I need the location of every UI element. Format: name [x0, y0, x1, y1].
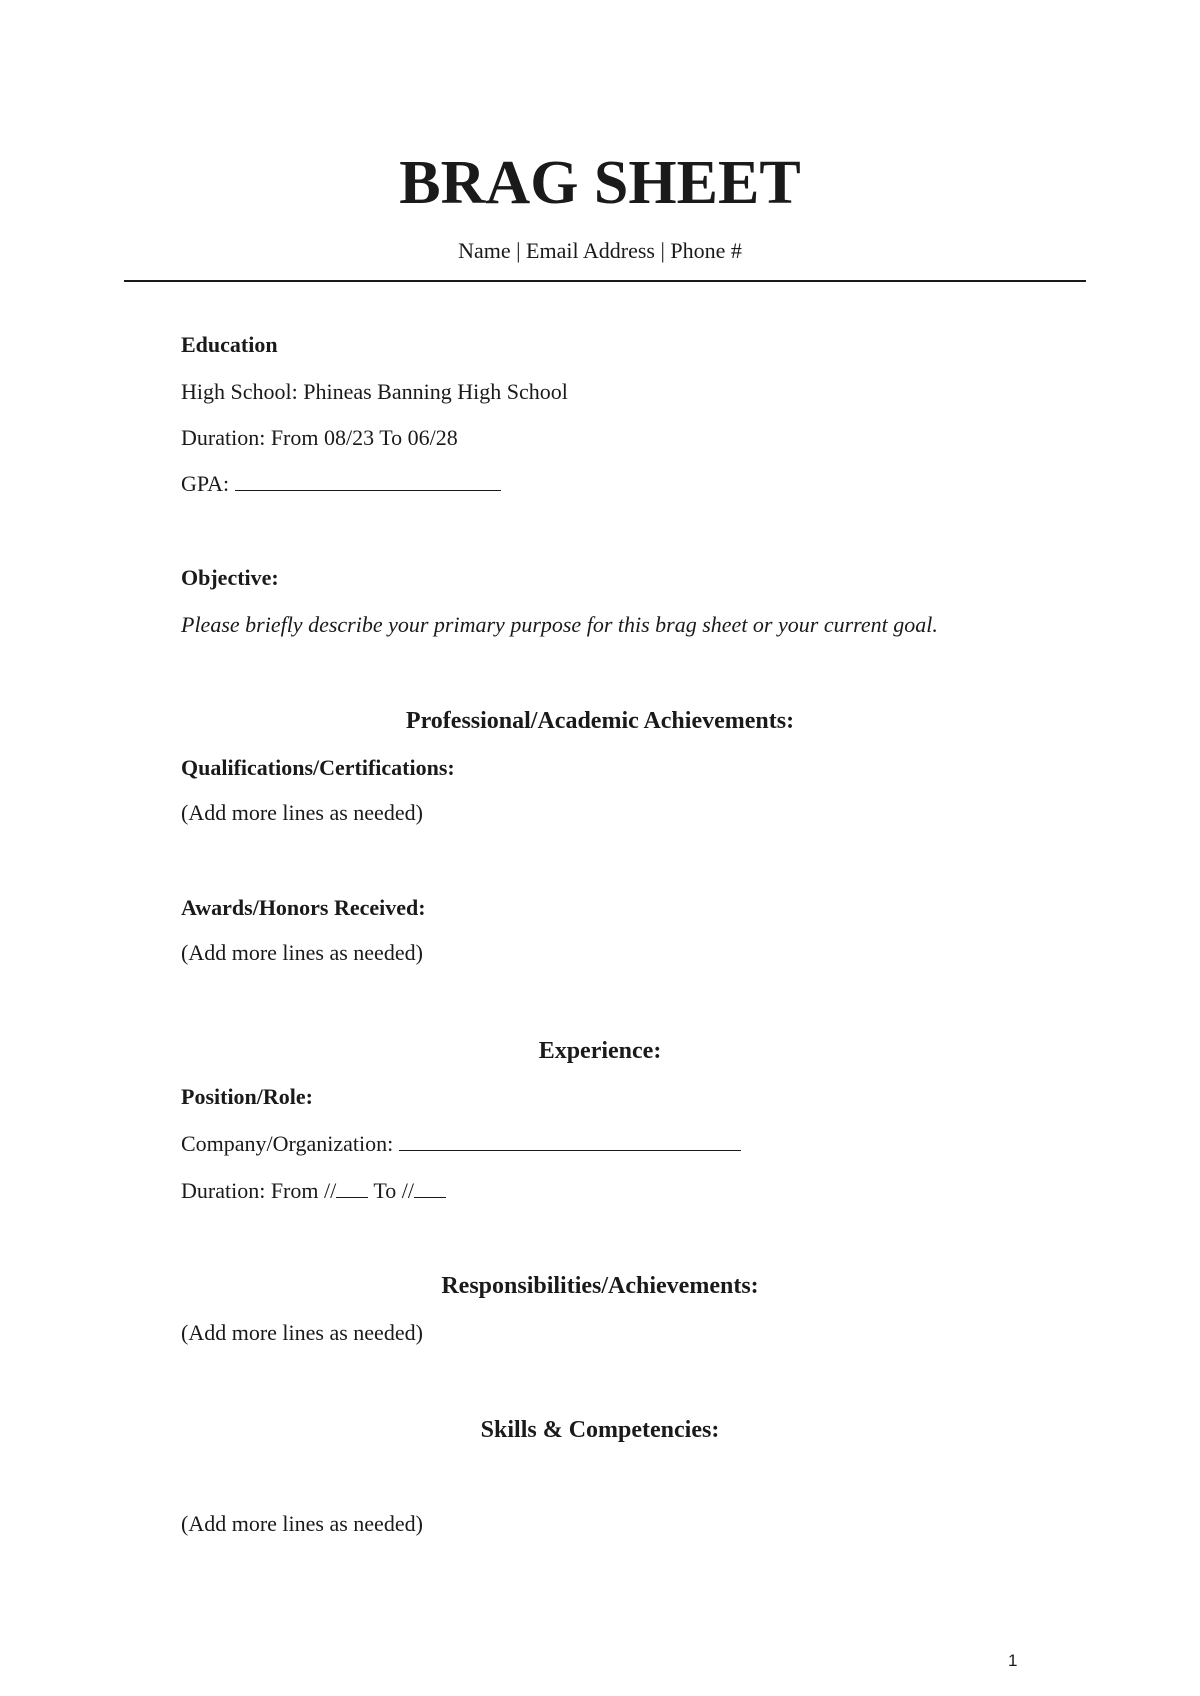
qualifications-label: Qualifications/Certifications: — [181, 755, 455, 780]
company-line — [181, 1129, 741, 1159]
duration-from-blank[interactable] — [336, 1177, 368, 1198]
skills-heading: Skills & Competencies: — [480, 1417, 720, 1443]
document-title: BRAG SHEET — [399, 149, 801, 217]
duration-to-blank[interactable] — [414, 1177, 446, 1198]
duration-from-label: Duration: From // — [181, 1178, 337, 1203]
awards-note: (Add more lines as needed) — [181, 940, 423, 965]
gpa-label: GPA: — [181, 471, 230, 496]
experience-heading: Experience: — [538, 1038, 662, 1064]
objective-prompt: Please briefly describe your primary purpose for this brag sheet or your current goal. — [181, 612, 938, 637]
objective-heading: Objective: — [181, 565, 279, 590]
education-duration-line: Duration: From 08/23 To 06/28 — [181, 425, 458, 450]
position-label: Position/Role: — [181, 1084, 313, 1109]
gpa-blank[interactable] — [235, 470, 501, 491]
contact-line: Name | Email Address | Phone # — [458, 238, 742, 263]
responsibilities-note: (Add more lines as needed) — [181, 1320, 423, 1345]
high-school-line: High School: Phineas Banning High School — [181, 379, 568, 404]
page-number: 1 — [1008, 1651, 1018, 1670]
skills-note: (Add more lines as needed) — [181, 1511, 423, 1536]
company-blank[interactable] — [399, 1130, 741, 1151]
experience-duration-line — [181, 1176, 446, 1206]
education-heading: Education — [181, 332, 278, 357]
awards-label: Awards/Honors Received: — [181, 895, 426, 920]
qualifications-note: (Add more lines as needed) — [181, 800, 423, 825]
gpa-line — [181, 469, 501, 499]
responsibilities-heading: Responsibilities/Achievements: — [441, 1273, 759, 1299]
header-divider — [124, 280, 1086, 282]
company-label: Company/Organization: — [181, 1131, 394, 1156]
achievements-heading: Professional/Academic Achievements: — [405, 708, 795, 734]
duration-to-label: To // — [373, 1178, 414, 1203]
